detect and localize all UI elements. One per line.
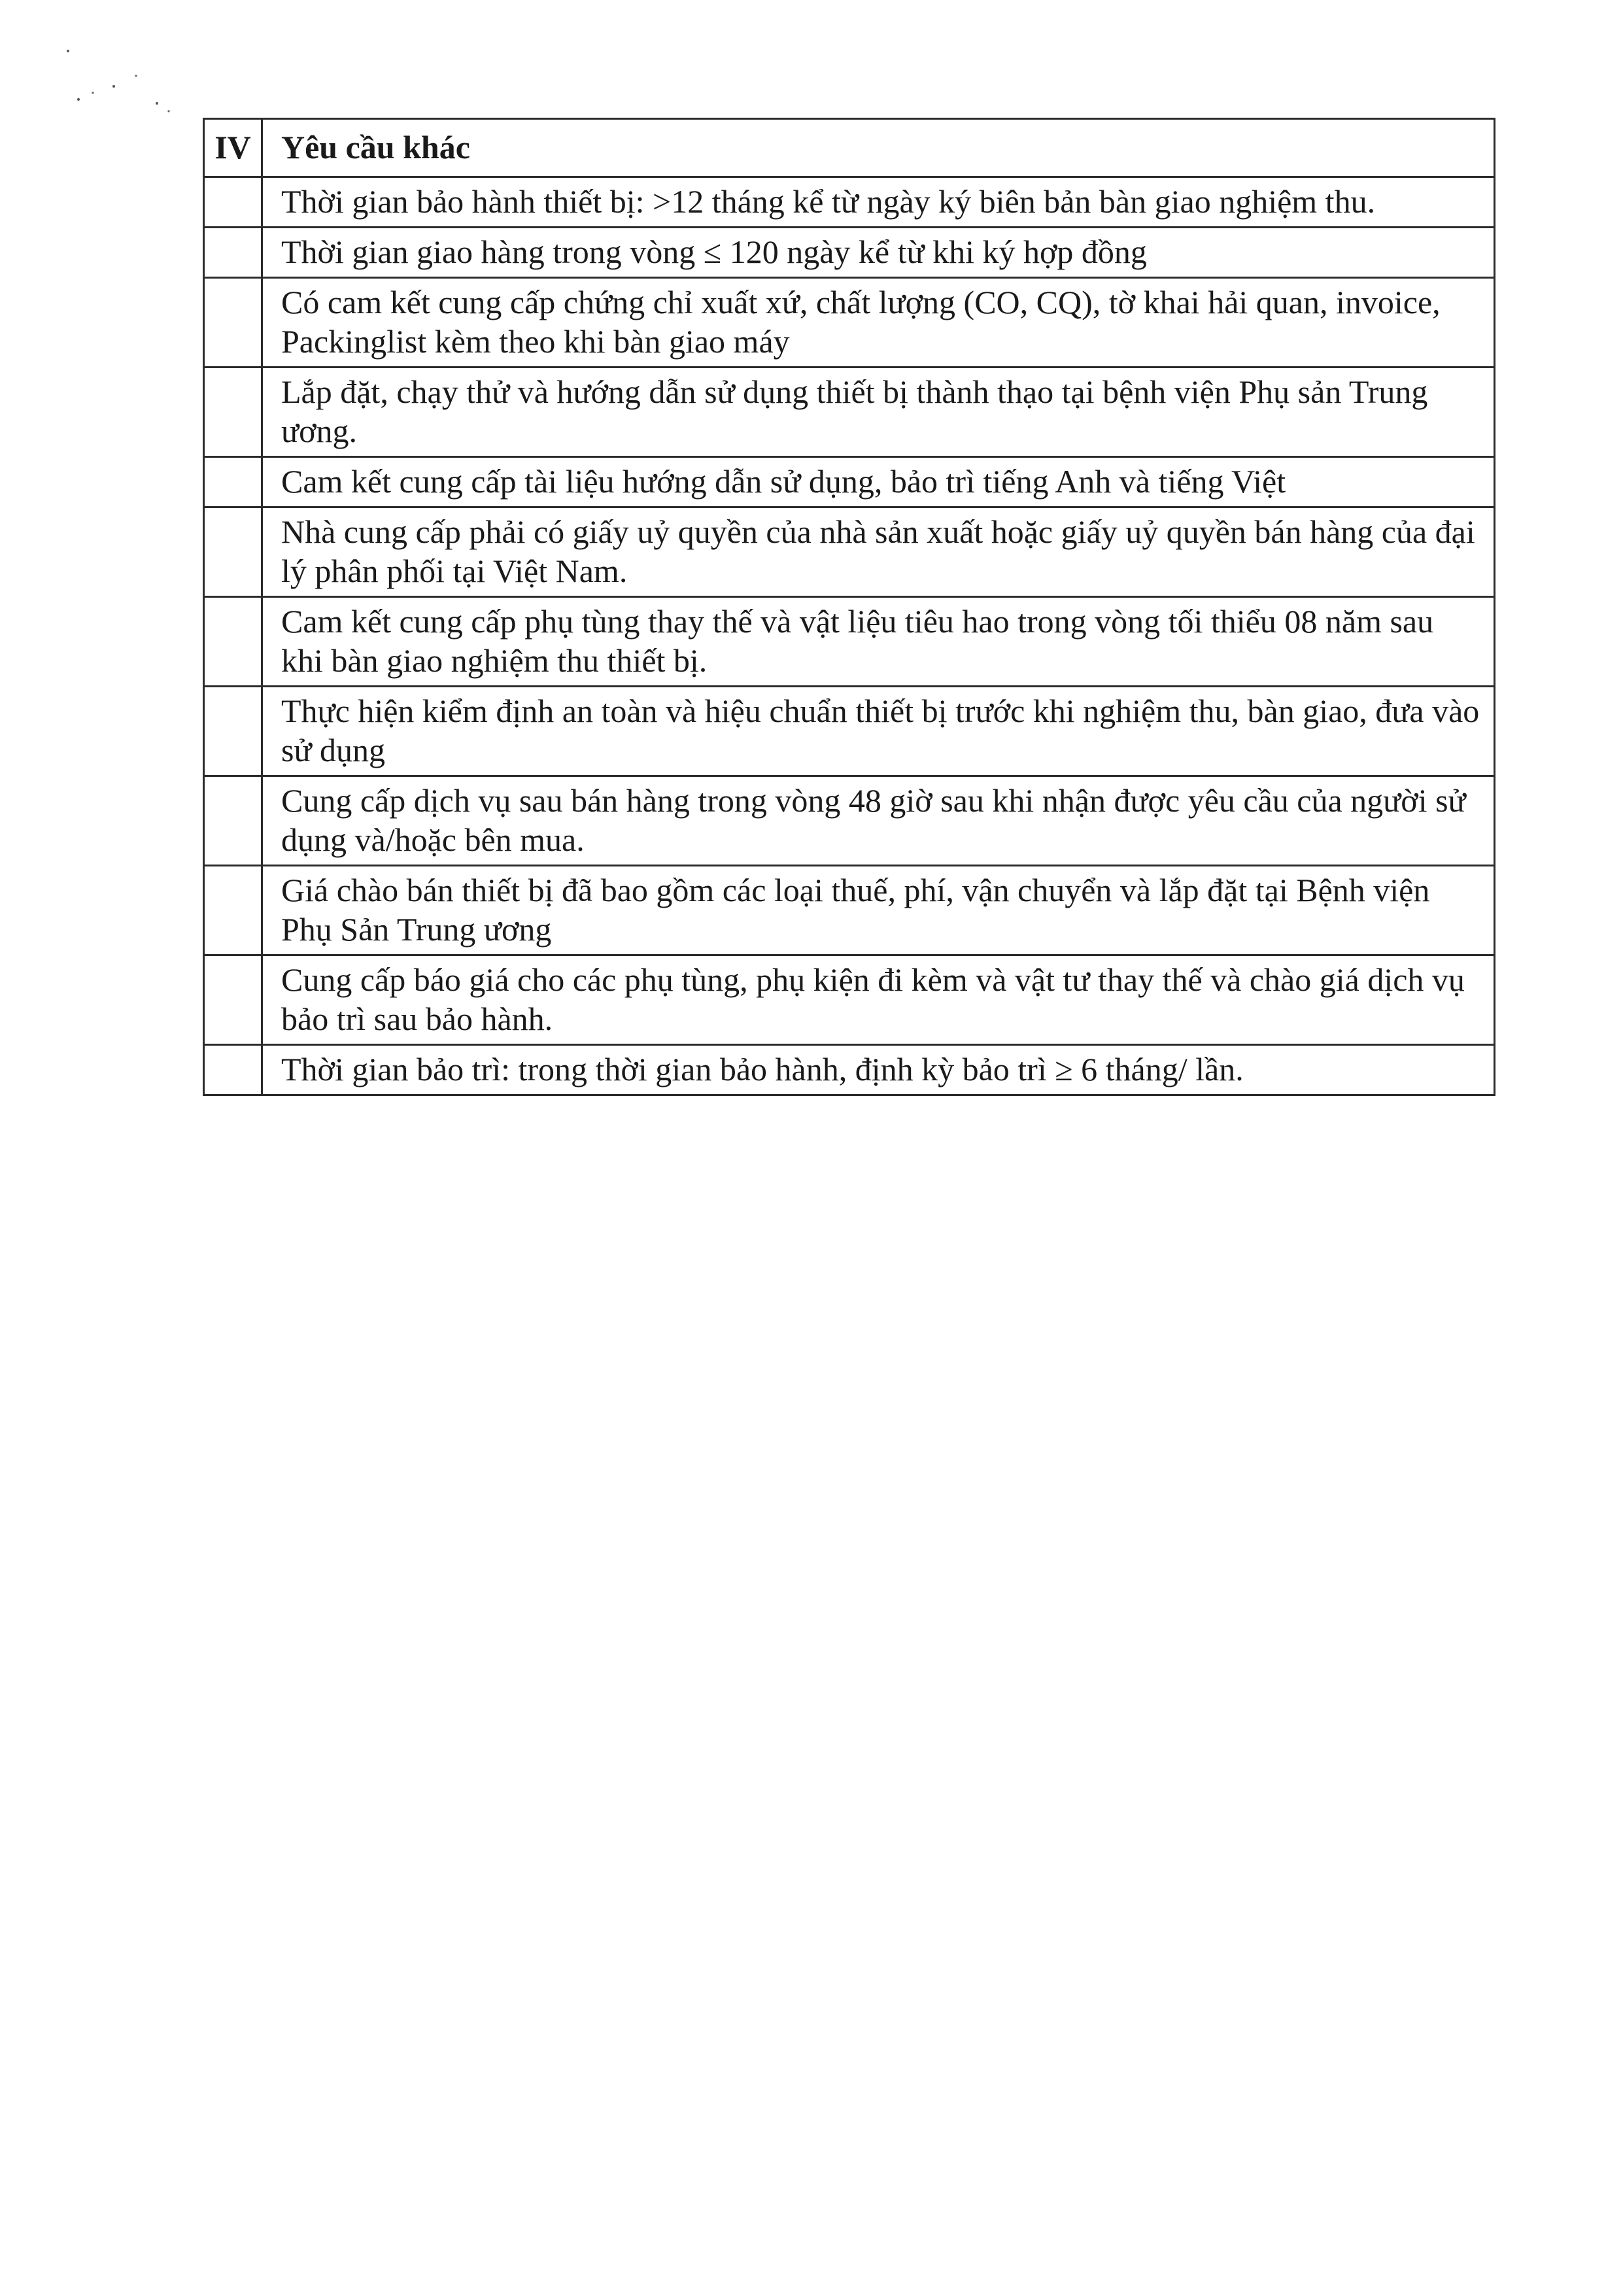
- requirement-row: [204, 507, 1495, 597]
- requirement-number: [204, 597, 262, 687]
- requirement-text: Thời gian bảo hành thiết bị: >12 tháng kể từ ngày ký biên bản bàn giao nghiệm thu.: [262, 177, 1495, 228]
- requirement-text: Giá chào bán thiết bị đã bao gồm các loại thuế, phí, vận chuyển và lắp đặt tại Bệnh viện Phụ Sản Trung ương: [262, 866, 1495, 955]
- requirement-number: [204, 507, 262, 597]
- requirement-text: Thời gian giao hàng trong vòng ≤ 120 ngày kể từ khi ký hợp đồng: [262, 228, 1495, 278]
- requirement-number: [204, 368, 262, 457]
- requirement-text: Cam kết cung cấp tài liệu hướng dẫn sử dụng, bảo trì tiếng Anh và tiếng Việt: [262, 457, 1495, 507]
- requirement-number: [204, 177, 262, 228]
- requirement-number: [204, 278, 262, 368]
- section-header-row: [204, 119, 1495, 177]
- requirement-text: Có cam kết cung cấp chứng chỉ xuất xứ, chất lượng (CO, CQ), tờ khai hải quan, invoice, Packinglist kèm theo khi bàn giao máy: [262, 278, 1495, 368]
- requirement-number: [204, 955, 262, 1045]
- scan-specks: [59, 39, 177, 118]
- requirement-text: Thời gian bảo trì: trong thời gian bảo hành, định kỳ bảo trì ≥ 6 tháng/ lần.: [262, 1045, 1495, 1095]
- requirement-text: Cam kết cung cấp phụ tùng thay thế và vật liệu tiêu hao trong vòng tối thiểu 08 năm sau khi bàn giao nghiệm thu thiết bị.: [262, 597, 1495, 687]
- section-number: IV: [204, 119, 262, 177]
- requirement-row: [204, 368, 1495, 457]
- requirement-text: Cung cấp dịch vụ sau bán hàng trong vòng 48 giờ sau khi nhận được yêu cầu của người sử dụng và/hoặc bên mua.: [262, 776, 1495, 866]
- requirement-row: [204, 866, 1495, 955]
- requirements-table: [203, 118, 1495, 1096]
- requirement-number: [204, 776, 262, 866]
- requirement-row: [204, 597, 1495, 687]
- requirement-row: [204, 687, 1495, 776]
- requirement-text: Nhà cung cấp phải có giấy uỷ quyền của nhà sản xuất hoặc giấy uỷ quyền bán hàng của đại lý phân phối tại Việt Nam.: [262, 507, 1495, 597]
- requirement-row: [204, 457, 1495, 507]
- requirement-number: [204, 687, 262, 776]
- requirement-text: Cung cấp báo giá cho các phụ tùng, phụ kiện đi kèm và vật tư thay thế và chào giá dịch vụ bảo trì sau bảo hành.: [262, 955, 1495, 1045]
- requirement-row: [204, 776, 1495, 866]
- requirement-number: [204, 457, 262, 507]
- requirement-row: [204, 177, 1495, 228]
- requirement-number: [204, 228, 262, 278]
- requirement-number: [204, 866, 262, 955]
- requirement-row: [204, 228, 1495, 278]
- requirement-text: Thực hiện kiểm định an toàn và hiệu chuẩn thiết bị trước khi nghiệm thu, bàn giao, đưa vào sử dụng: [262, 687, 1495, 776]
- section-title: Yêu cầu khác: [262, 119, 1495, 177]
- requirement-row: [204, 278, 1495, 368]
- requirement-row: [204, 1045, 1495, 1095]
- requirement-text: Lắp đặt, chạy thử và hướng dẫn sử dụng thiết bị thành thạo tại bệnh viện Phụ sản Trung ương.: [262, 368, 1495, 457]
- requirement-row: [204, 955, 1495, 1045]
- requirement-number: [204, 1045, 262, 1095]
